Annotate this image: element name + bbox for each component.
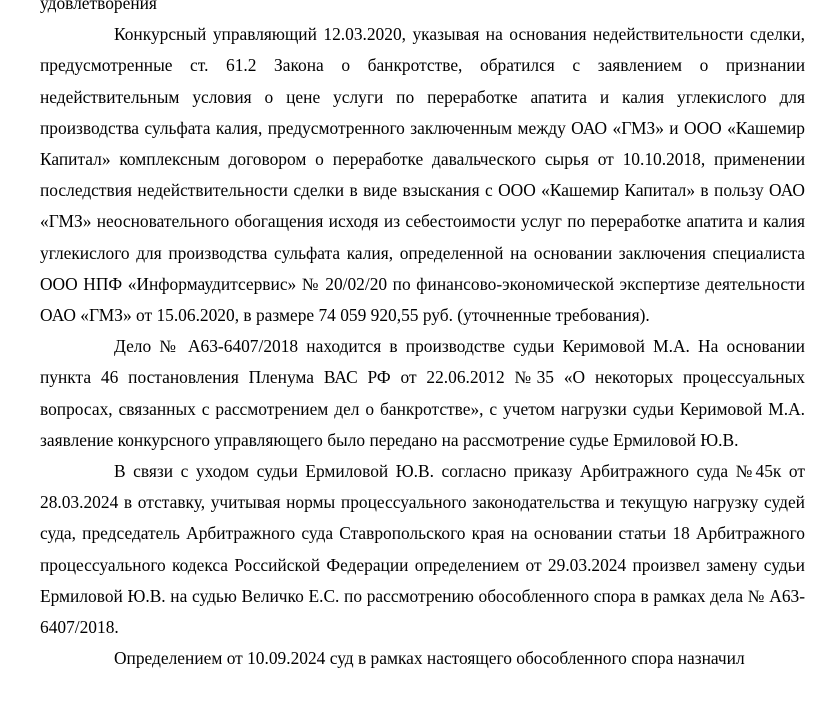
paragraph-expertise-order: Определением от 10.09.2024 суд в рамках настоящего обособленного спора назначил: [114, 648, 745, 669]
paragraph-judge-replacement: В связи с уходом судьи Ермиловой Ю.В. согласно приказу Арбитражного суда №45к от 28.03.2024 в отставку, учитывая нормы процессуального законодательства и текущую нагрузку судей суда, председатель Арбитражного суда Ставропольского края на основании статьи 18 Арбитражного процессуального кодекса Российской Федерации определением от 29.03.2024 произвел замену судьи Ермиловой Ю.В. на судью Величко Е.С. по рассмотрению обособленного спора в рамках дела № А63-6407/2018.: [40, 461, 805, 638]
paragraph-claim: Конкурсный управляющий 12.03.2020, указывая на основания недействительности сделки, предусмотренные ст. 61.2 Закона о банкротстве, обратился с заявлением о признании недействительным условия о цене услуги по переработке апатита и калия углекислого для производства сульфата калия, предусмотренного заключенным между ОАО «ГМЗ» и ООО «Кашемир Капитал» комплексным договором о переработке давальческого сырья от 10.10.2018, применении последствия недействительности сделки в виде взыскания с ООО «Кашемир Капитал» в пользу ОАО «ГМЗ» неосновательного обогащения исходя из себестоимости услуг по переработке апатита и калия углекислого для производства сульфата калия, определенной на основании заключения специалиста ООО НПФ «Информаудитсервис» № 20/02/20 по финансово-экономической экспертизе деятельности ОАО «ГМЗ» от 15.06.2020, в размере 74 059 920,55 руб. (уточненные требования).: [40, 24, 805, 326]
paragraph-case-assignment: Дело № А63-6407/2018 находится в производстве судьи Керимовой М.А. На основании пункта 46 постановления Пленума ВАС РФ от 22.06.2012 №35 «О некоторых процессуальных вопросах, связанных с рассмотрением дел о банкротстве», с учетом нагрузки судьи Керимовой М.А. заявление конкурсного управляющего было передано на рассмотрение судье Ермиловой Ю.В.: [40, 336, 805, 450]
cut-off-top-line: удовлетворения: [40, 0, 157, 13]
document-page: [40, 0, 805, 674]
